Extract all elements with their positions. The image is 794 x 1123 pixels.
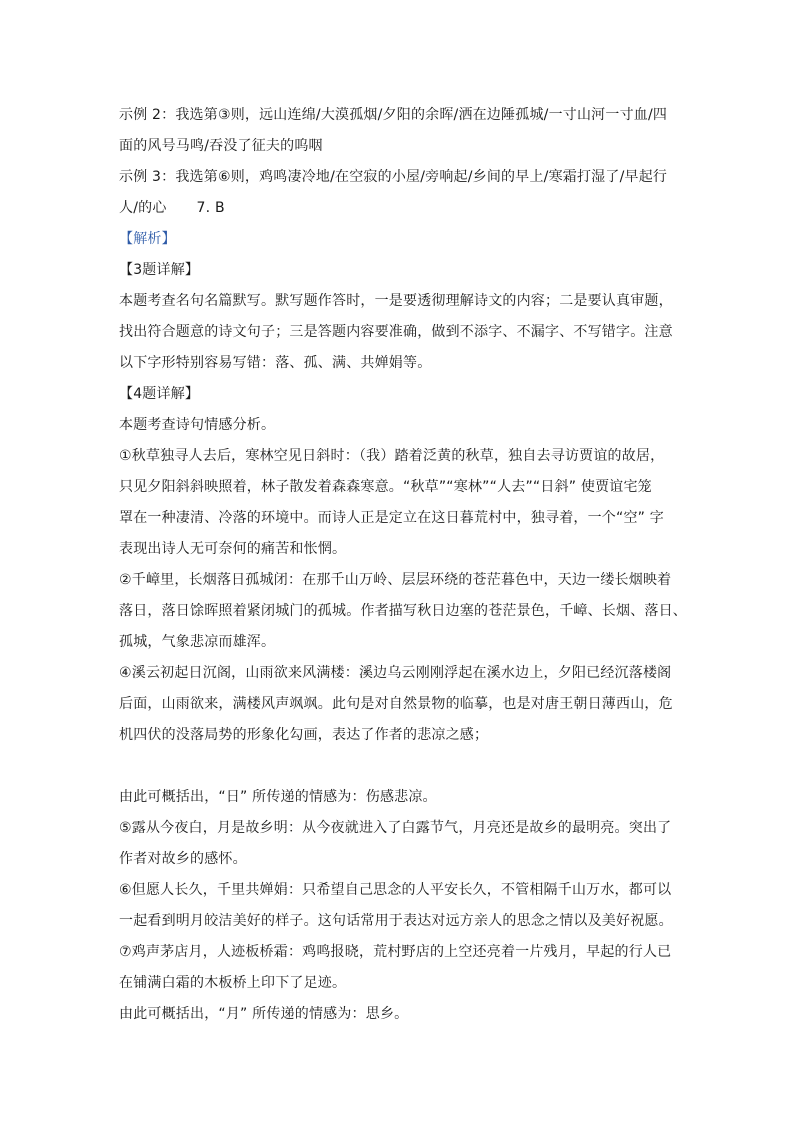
paragraph-line: 作者对故乡的感怀。 (119, 851, 247, 867)
paragraph-line: ⑥但愿人长久，千里共婵娟：只希望自己思念的人平安长久，不管相隔千山万水，都可以 (119, 882, 672, 898)
paragraph-line: 一起看到明月皎洁美好的样子。这句话常用于表达对远方亲人的思念之情以及美好祝愿。 (119, 913, 673, 929)
paragraph-line: ②千嶂里，长烟落日孤城闭：在那千山万岭、层层环绕的苍茫暮色中，天边一缕长烟映着 (119, 572, 672, 588)
paragraph-line: 本题考查名句名篇默写。默写题作答时，一是要透彻理解诗文的内容；二是要认真审题， (119, 293, 673, 309)
paragraph-line: 本题考查诗句情感分析。 (119, 417, 276, 433)
answer-example-3-line-1: 示例 3：我选第⑥则，鸡鸣凄冷地/在空寂的小屋/旁响起/乡间的早上/寒霜打湿了/早起行 (119, 169, 668, 185)
paragraph-line: 罩在一种凄清、冷落的环境中。而诗人正是定立在这日暮荒村中，独寻着，一个“空” 字 (119, 510, 664, 526)
paragraph-line: ①秋草独寻人去后，寒林空见日斜时：（我）踏着泛黄的秋草，独自去寻访贾谊的故居， (119, 448, 665, 464)
paragraph-line: 孤城，气象悲凉而雄浑。 (119, 634, 276, 650)
question-3-heading: 【3题详解】 (119, 262, 200, 278)
paragraph-line: 表现出诗人无可奈何的痛苦和怅惘。 (119, 541, 347, 557)
answer-example-3-text: 人/的心 (119, 200, 167, 216)
blank-line (119, 751, 679, 782)
answer-example-3-line-2 (119, 193, 679, 224)
paragraph-line: 后面，山雨欲来，满楼风声飒飒。此句是对自然景物的临摹，也是对唐王朝日薄西山，危 (119, 696, 673, 712)
paragraph-line: 在铺满白霜的木板桥上印下了足迹。 (119, 975, 347, 991)
question-7-answer: 7. B (196, 200, 225, 216)
paragraph-line: 只见夕阳斜斜映照着，林子散发着森森寒意。“秋草”“寒林”“人去”“日斜” 使贾谊宅笼 (119, 479, 652, 495)
paragraph-line: 由此可概括出，“日” 所传递的情感为：伤感悲凉。 (119, 789, 437, 805)
analysis-heading: 【解析】 (119, 231, 176, 247)
paragraph-line: ⑤露从今夜白，月是故乡明：从今夜就进入了白露节气，月亮还是故乡的最明亮。突出了 (119, 820, 672, 836)
document-body (119, 100, 687, 1030)
paragraph-line: ④溪云初起日沉阁，山雨欲来风满楼：溪边乌云刚刚浮起在溪水边上，夕阳已经沉落楼阁 (119, 665, 672, 681)
answer-example-2-line-2: 面的风号马鸣/吞没了征夫的呜咽 (119, 138, 323, 154)
paragraph-line: 落日，落日馀晖照着紧闭城门的孤城。作者描写秋日边塞的苍茫景色，千嶂、长烟、落日、 (119, 603, 687, 619)
paragraph-line: 找出符合题意的诗文句子；三是答题内容要准确，做到不添字、不漏字、不写错字。注意 (119, 324, 673, 340)
answer-example-2-line-1: 示例 2：我选第③则，远山连绵/大漠孤烟/夕阳的余晖/洒在边陲孤城/一寸山河一寸血/四 (119, 107, 668, 123)
paragraph-line: 由此可概括出，“月” 所传递的情感为：思乡。 (119, 1006, 409, 1022)
question-4-heading: 【4题详解】 (119, 386, 200, 402)
paragraph-line: 以下字形特别容易写错：落、孤、满、共婵娟等。 (119, 355, 432, 371)
paragraph-line: ⑦鸡声茅店月，人迹板桥霜：鸡鸣报晓，荒村野店的上空还亮着一片残月，早起的行人已 (119, 944, 672, 960)
paragraph-line: 机四伏的没落局势的形象化勾画，表达了作者的悲凉之感； (119, 727, 489, 743)
